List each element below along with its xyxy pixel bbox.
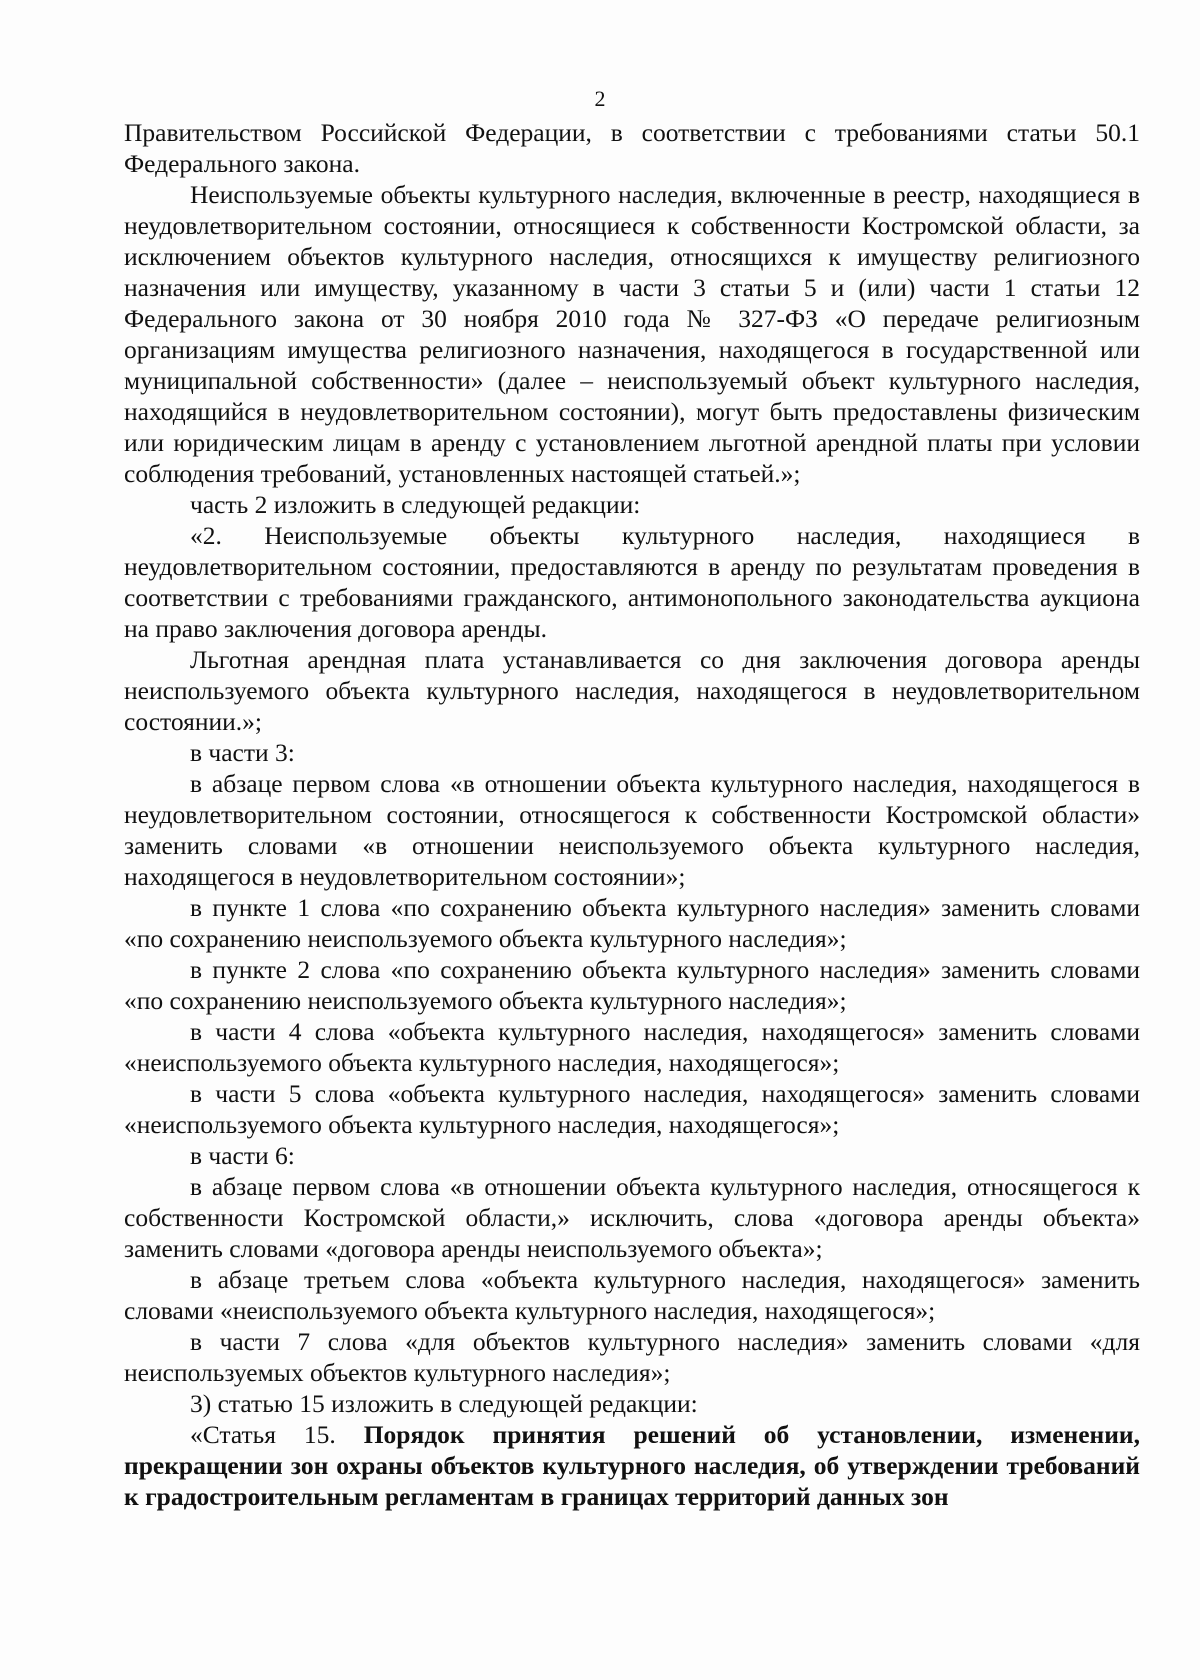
paragraph: в части 6: (190, 1141, 295, 1170)
paragraph: в части 7 слова «для объектов культурного наследия» заменить словами «для неиспользуемых объектов культурного наследия»; (124, 1327, 1140, 1387)
paragraph: в части 5 слова «объекта культурного наследия, находящегося» заменить словами «неиспользуемого объекта культурного наследия, находящегося»; (124, 1079, 1140, 1139)
paragraph: в пункте 2 слова «по сохранению объекта культурного наследия» заменить словами «по сохранению неиспользуемого объекта культурного наследия»; (124, 955, 1140, 1015)
paragraph: в пункте 1 слова «по сохранению объекта культурного наследия» заменить словами «по сохранению неиспользуемого объекта культурного наследия»; (124, 893, 1140, 953)
paragraph: в абзаце первом слова «в отношении объекта культурного наследия, находящегося в неудовлетворительном состоянии, относящегося к собственности Костромской области» заменить словами «в отношении неиспользуемого объекта культурного наследия, находящегося в неудовлетворительном состоянии»; (124, 769, 1140, 891)
paragraph: в абзаце третьем слова «объекта культурного наследия, находящегося» заменить словами «неиспользуемого объекта культурного наследия, находящегося»; (124, 1265, 1140, 1325)
document-body (124, 117, 1140, 1512)
article-heading (124, 1419, 1140, 1512)
paragraph: Правительством Российской Федерации, в соответствии с требованиями статьи 50.1 Федерального закона. (124, 118, 1140, 178)
paragraph: Неиспользуемые объекты культурного наследия, включенные в реестр, находящиеся в неудовлетворительном состоянии, относящиеся к собственности Костромской области, за исключением объектов культурного наследия, относящихся к имуществу религиозного назначения или имуществу, указанному в части 3 статьи 5 и (или) части 1 статьи 12 Федерального закона от 30 ноября 2010 года № 327-ФЗ «О передаче религиозным организациям имущества религиозного назначения, находящегося в государственной или муниципальной собственности» (далее – неиспользуемый объект культурного наследия, находящийся в неудовлетворительном состоянии), могут быть предоставлены физическим или юридическим лицам в аренду с установлением льготной арендной платы при условии соблюдения требований, установленных настоящей статьей.»; (124, 180, 1140, 488)
paragraph: Льготная арендная плата устанавливается со дня заключения договора аренды неиспользуемого объекта культурного наследия, находящегося в неудовлетворительном состоянии.»; (124, 645, 1140, 736)
paragraph: 3) статью 15 изложить в следующей редакции: (190, 1389, 698, 1418)
paragraph: часть 2 изложить в следующей редакции: (190, 490, 641, 519)
article-heading-prefix: «Статья 15. (190, 1420, 364, 1449)
article-heading-title: Порядок принятия решений об установлении, изменении, прекращении зон охраны объектов культурного наследия, об утверждении требований к градостроительным регламентам в границах территорий данных зон (124, 1420, 1140, 1511)
paragraph: в части 3: (190, 738, 295, 767)
paragraph: в части 4 слова «объекта культурного наследия, находящегося» заменить словами «неиспользуемого объекта культурного наследия, находящегося»; (124, 1017, 1140, 1077)
paragraph: «2. Неиспользуемые объекты культурного наследия, находящиеся в неудовлетворительном состоянии, предоставляются в аренду по результатам проведения в соответствии с требованиями гражданского, антимонопольного законодательства аукциона на право заключения договора аренды. (124, 521, 1140, 643)
paragraph: в абзаце первом слова «в отношении объекта культурного наследия, относящегося к собственности Костромской области,» исключить, слова «договора аренды объекта» заменить словами «договора аренды неиспользуемого объекта»; (124, 1172, 1140, 1263)
page-number: 2 (594, 86, 606, 111)
